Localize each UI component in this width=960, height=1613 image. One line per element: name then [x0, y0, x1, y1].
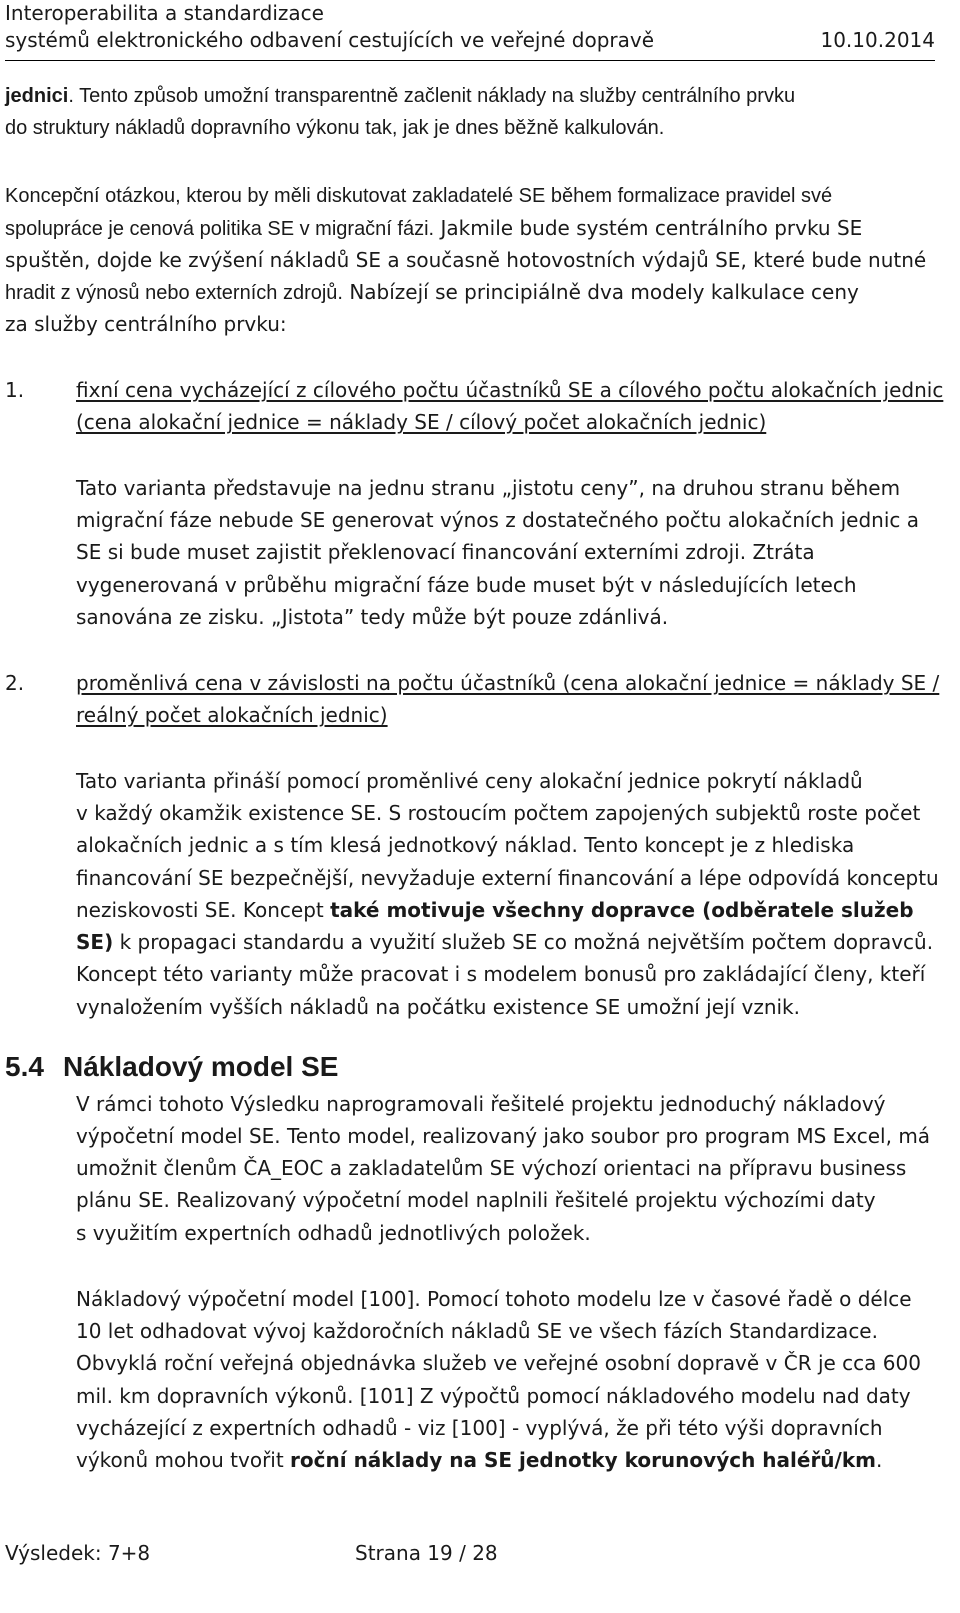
- list-item-body-line: SE si bude muset zajistit překlenovací financování externími zdroji. Ztráta: [76, 540, 815, 564]
- section-paragraph-line: 10 let odhadovat vývoj každoročních nákladů SE ve všech fázích Standardizace.: [76, 1319, 878, 1343]
- emphasis-text: také motivuje všechny dopravce (odběratele služeb: [330, 898, 914, 922]
- section-paragraph-line: Nákladový výpočetní model [100]. Pomocí tohoto modelu lze v časové řadě o délce: [76, 1287, 912, 1311]
- section-heading: [5, 1047, 338, 1087]
- emphasis-text: roční náklady na SE jednotky korunových haléřů/km: [290, 1448, 876, 1472]
- paragraph-text: Nabízejí se principiálně dva modely kalkulace ceny: [342, 280, 859, 304]
- paragraph-line: Koncepční otázkou, kterou by měli diskutovat zakladatelé SE během formalizace pravidel své: [5, 185, 833, 207]
- list-item-title: reálný počet alokačních jednic): [76, 703, 388, 727]
- section-paragraph-line: mil. km dopravních výkonů. [101] Z výpočtů pomocí nákladového modelu nad daty: [76, 1384, 911, 1408]
- paragraph-text: k propagaci standardu a využití služeb SE co možná největším počtem dopravců.: [113, 930, 934, 954]
- footer-page-number: Strana 19 / 28: [355, 1541, 498, 1565]
- section-paragraph-line: umožnit členům ČA_EOC a zakladatelům SE výchozí orientaci na přípravu business: [76, 1156, 907, 1180]
- list-item-title: fixní cena vycházející z cílového počtu účastníků SE a cílového počtu alokačních jednic: [76, 378, 944, 402]
- paragraph-text: neziskovosti SE. Koncept: [76, 898, 331, 922]
- section-number: 5.4: [5, 1051, 44, 1082]
- paragraph-text: výkonů mohou tvořit: [76, 1448, 291, 1472]
- paragraph-text: spolupráce je cenová politika SE v migrační fázi.: [5, 218, 435, 240]
- list-item-body-line: financování SE bezpečnější, nevyžaduje externí financování a lépe odpovídá konceptu: [76, 866, 939, 890]
- section-paragraph-line: výpočetní model SE. Tento model, realizovaný jako soubor pro program MS Excel, má: [76, 1124, 931, 1148]
- paragraph-line: za služby centrálního prvku:: [5, 312, 287, 336]
- paragraph-text: Jakmile bude systém centrálního prvku SE: [434, 216, 863, 240]
- section-paragraph-line: V rámci tohoto Výsledku naprogramovali řešitelé projektu jednoduchý nákladový: [76, 1092, 886, 1116]
- list-item-body-line: alokačních jednic a s tím klesá jednotkový náklad. Tento koncept je z hlediska: [76, 833, 855, 857]
- page-header: [5, 0, 935, 54]
- list-item-body-line: migrační fáze nebude SE generovat výnos z dostatečného počtu alokačních jednic a: [76, 508, 919, 532]
- section-title: Nákladový model SE: [63, 1051, 339, 1082]
- list-item-body-line: sanována ze zisku. „Jistota” tedy může být pouze zdánlivá.: [76, 605, 669, 629]
- paragraph-line: [5, 276, 859, 310]
- list-item-title: (cena alokační jednice = náklady SE / cílový počet alokačních jednic): [76, 410, 767, 434]
- paragraph-line: [5, 212, 862, 246]
- list-item-body-line: vynaložením vyšších nákladů na počátku existence SE umožní její vznik.: [76, 995, 800, 1019]
- paragraph-text: hradit z výnosů nebo externích zdrojů.: [5, 282, 343, 304]
- section-paragraph-line: plánu SE. Realizovaný výpočetní model naplnili řešitelé projektu výchozími daty: [76, 1188, 876, 1212]
- header-date: 10.10.2014: [820, 28, 935, 52]
- paragraph-text: .: [875, 1448, 883, 1472]
- header-title-line2: [5, 27, 935, 54]
- list-item-body-line: v každý okamžik existence SE. S rostoucím počtem zapojených subjektů roste počet: [76, 801, 921, 825]
- bold-term: jednici: [5, 85, 69, 107]
- section-paragraph-line: Obvyklá roční veřejná objednávka služeb ve veřejné osobní dopravě v ČR je cca 600: [76, 1351, 921, 1375]
- header-title-line1: Interoperabilita a standardizace: [5, 1, 324, 25]
- list-item-body-line: [76, 894, 914, 927]
- paragraph-line: do struktury nákladů dopravního výkonu tak, jak je dnes běžně kalkulován.: [5, 117, 665, 139]
- footer-result: Výsledek: 7+8: [5, 1541, 151, 1565]
- header-title-text: systémů elektronického odbavení cestujících ve veřejné dopravě: [5, 28, 655, 52]
- list-item-body-line: Tato varianta přináší pomocí proměnlivé ceny alokační jednice pokrytí nákladů: [76, 769, 863, 793]
- emphasis-text: SE): [76, 930, 114, 954]
- paragraph-line: spuštěn, dojde ke zvýšení nákladů SE a současně hotovostních výdajů SE, které bude nutné: [5, 248, 927, 272]
- list-item-body-line: [76, 926, 933, 959]
- header-divider: [5, 60, 935, 61]
- section-paragraph-line: [76, 1444, 882, 1477]
- list-item-body-line: Koncept této varianty může pracovat i s modelem bonusů pro zakládající členy, kteří: [76, 962, 926, 986]
- list-number: 1.: [5, 378, 25, 402]
- section-paragraph-line: vycházející z expertních odhadů - viz [100] - vyplývá, že při této výši dopravních: [76, 1416, 883, 1440]
- list-item-body-line: vygenerovaná v průběhu migrační fáze bude muset být v následujících letech: [76, 573, 857, 597]
- list-item-body-line: Tato varianta představuje na jednu stranu „jistotu ceny”, na druhou stranu během: [76, 476, 901, 500]
- list-item-title: proměnlivá cena v závislosti na počtu účastníků (cena alokační jednice = náklady SE /: [76, 671, 940, 695]
- list-number: 2.: [5, 671, 25, 695]
- paragraph-line: [5, 80, 795, 113]
- section-paragraph-line: s využitím expertních odhadů jednotlivých položek.: [76, 1221, 591, 1245]
- paragraph-text: . Tento způsob umožní transparentně začlenit náklady na služby centrálního prvku: [68, 85, 796, 107]
